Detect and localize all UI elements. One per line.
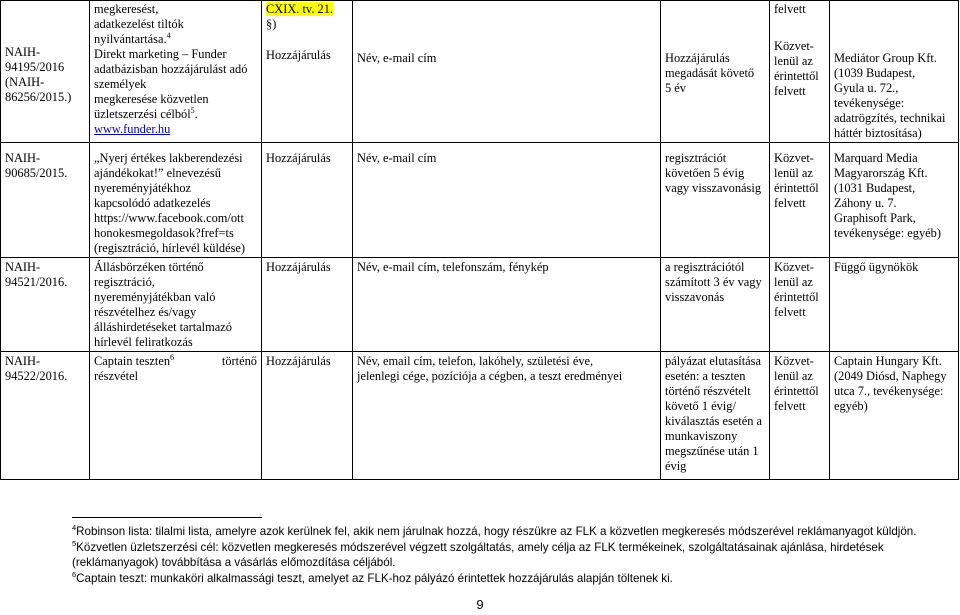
- purpose-cell: „Nyerj értékes lakberendezési ajándékokat!” elnevezésű nyereményjátékhoz kapcsolódó adatkezelés https://www.facebook.com/ott honokesmegoldasok?fref=ts (regisztráció, hírlevél küldése): [90, 143, 262, 258]
- purpose-cell: megkeresést, adatkezelést tiltók nyilvántartása.$^4$ Direkt marketing – Funder adatbázisban hozzájárulást adó személyek megkeresése közvetlen üzletszerzési célból$^5$. www.funder.hu: [90, 1, 262, 143]
- source-cell: Közvet- lenül az érintettől felvett: [770, 352, 830, 480]
- registration-id-cell: NAIH- 90685/2015.: [1, 143, 90, 258]
- data-category-cell: Név, email cím, telefon, lakóhely, születési éve, jelenlegi cége, pozíciója a cégben, a teszt eredményei: [353, 352, 661, 480]
- data-category-cell: Név, e-mail cím, telefonszám, fénykép: [353, 258, 661, 352]
- processor-cell: Captain Hungary Kft. (2049 Diósd, Naphegy utca 7., tevékenysége: egyéb): [830, 352, 959, 480]
- table-row: [1, 143, 959, 258]
- processor-cell: Függő ügynökök: [830, 258, 959, 352]
- footnote-ref: 4: [166, 30, 171, 40]
- table-row: [1, 258, 959, 352]
- purpose-cell: Állásbörzéken történő regisztráció, nyereményjátékban való részvételhez és/vagy álláshirdetéseket tartalmazó hírlevél feliratkozás: [90, 258, 262, 352]
- registration-id-cell: NAIH- 94521/2016.: [1, 258, 90, 352]
- footnote: $^5$Közvetlen üzletszerzési cél: közvetlen megkeresés módszerével végzett szolgáltatás, amely célja az FLK termékeinek, szolgáltatásainak ajánlása, hirdetések (reklámanyagok) továbbítása a vásárlás előmozdítása céljából.: [72, 539, 884, 569]
- footnote-separator: [72, 517, 262, 518]
- retention-cell: a regisztrációtól számított 3 év vagy visszavonás: [661, 258, 770, 352]
- table-row: [1, 352, 959, 480]
- data-category-cell: Név, e-mail cím: [353, 1, 661, 143]
- data-category-cell: Név, e-mail cím: [353, 143, 661, 258]
- purpose-cell: Captain teszten$^6$ történő részvétel: [90, 352, 262, 480]
- footnote: $^6$Captain teszt: munkaköri alkalmassági teszt, amelyet az FLK-hoz pályázó érintettek hozzájárulás alapján töltenek ki.: [72, 570, 673, 585]
- footnotes: [72, 524, 940, 587]
- retention-cell: regisztrációt követően 5 évig vagy visszavonásig: [661, 143, 770, 258]
- legal-basis-cell: Hozzájárulás: [262, 258, 353, 352]
- legal-basis-cell: Hozzájárulás: [262, 352, 353, 480]
- table-row: [1, 1, 959, 143]
- legal-basis-cell: Hozzájárulás: [262, 143, 353, 258]
- retention-cell: Hozzájárulás megadását követő 5 év: [661, 1, 770, 143]
- source-cell: Közvet- lenül az érintettől felvett: [770, 143, 830, 258]
- retention-cell: pályázat elutasítása esetén: a teszten történő részvételt követő 1 évig/ kiválasztás esetén a munkaviszony megszűnése után 1 évig: [661, 352, 770, 480]
- funder-link[interactable]: www.funder.hu: [94, 122, 171, 136]
- footnote-ref: 5: [190, 105, 195, 115]
- footnote: $^4$Robinson lista: tilalmi lista, amelyre azok kerülnek fel, akik nem járulnak hozzá, hogy részükre az FLK a közvetlen megkeresés módszerével reklámanyagot küldjön.: [72, 523, 917, 538]
- source-cell: felvett Közvet- lenül az érintettől felvett: [770, 1, 830, 143]
- processor-cell: Marquard Media Magyarország Kft. (1031 Budapest, Záhony u. 7. Graphisoft Park, tevékenysége: egyéb): [830, 143, 959, 258]
- source-cell: Közvet- lenül az érintettől felvett: [770, 258, 830, 352]
- processor-cell: Mediátor Group Kft. (1039 Budapest, Gyula u. 72., tevékenysége: adatrögzítés, technikai háttér biztosítása): [830, 1, 959, 143]
- legal-basis-cell: CXIX. tv. 21. §) Hozzájárulás: [262, 1, 353, 143]
- registration-id-cell: NAIH- 94195/2016 (NAIH- 86256/2015.): [1, 1, 90, 143]
- page-number: 9: [476, 597, 484, 612]
- footnote-ref: 6: [170, 352, 175, 362]
- registration-id-cell: NAIH- 94522/2016.: [1, 352, 90, 480]
